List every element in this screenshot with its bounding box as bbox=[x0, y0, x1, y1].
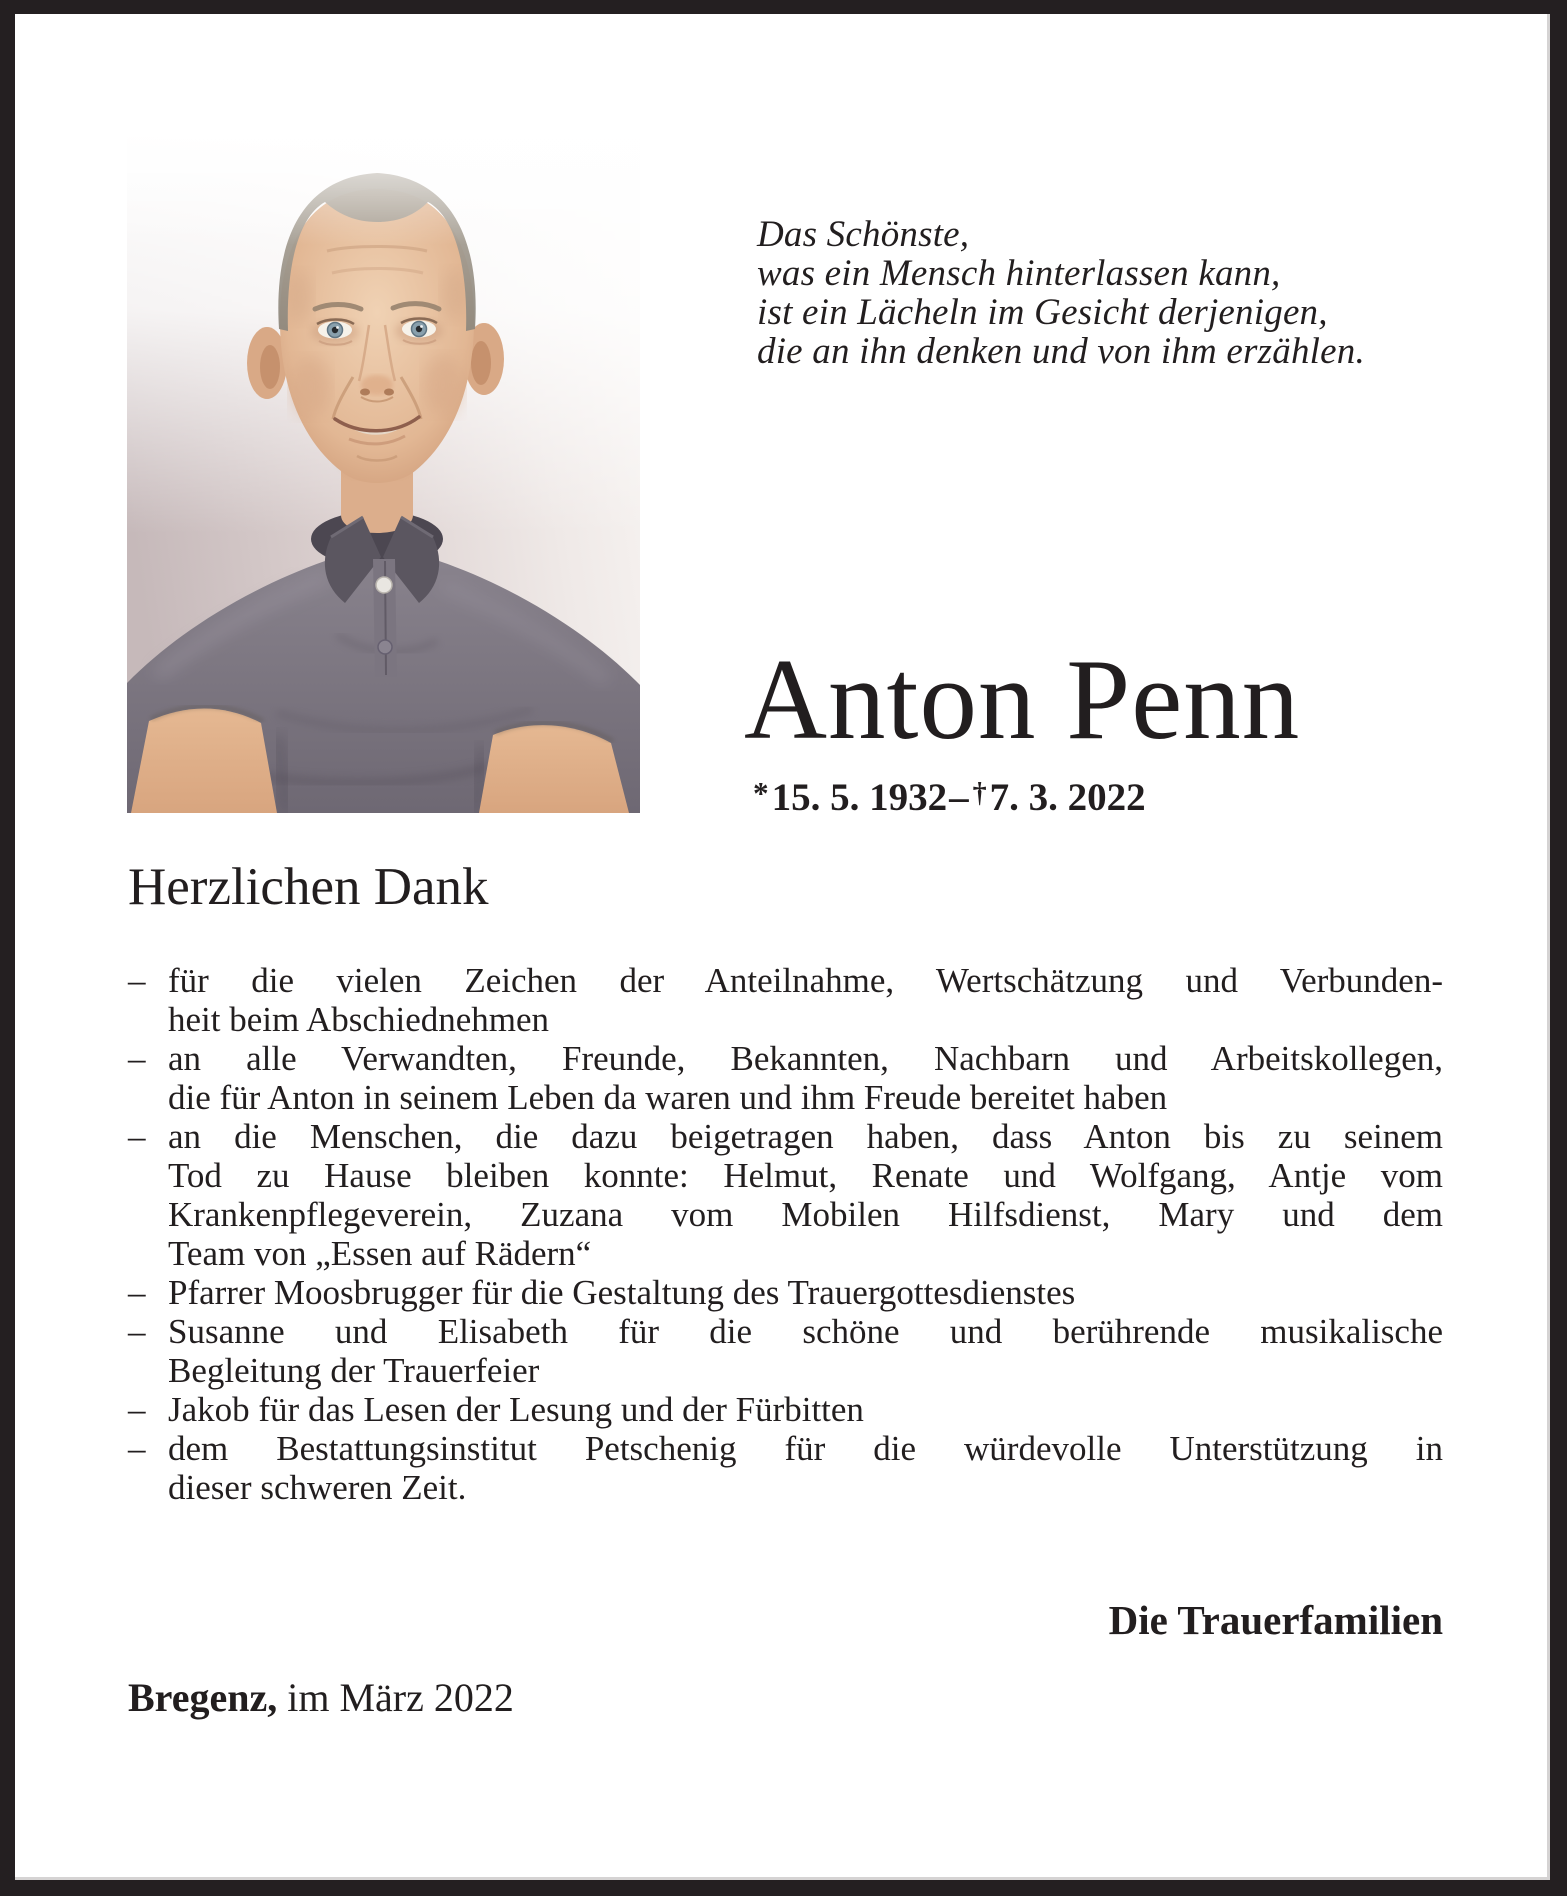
born-star-icon: * bbox=[753, 775, 769, 811]
dash-bullet: – bbox=[128, 1273, 146, 1312]
thanks-heading: Herzlichen Dank bbox=[128, 858, 489, 916]
thanks-list bbox=[128, 961, 1443, 1507]
place-name: Bregenz, bbox=[128, 1675, 278, 1720]
date-text: im März 2022 bbox=[277, 1675, 514, 1720]
list-item: – Jakob für das Lesen der Lesung und der Fürbitten bbox=[128, 1390, 864, 1429]
list-item: – Susanne und Elisabeth für die schöne und berührende musikalische Begleitung der Trauerfeier bbox=[128, 1312, 1443, 1390]
dash-bullet: – bbox=[128, 1039, 146, 1078]
dash-bullet: – bbox=[128, 1429, 146, 1468]
list-item: – für die vielen Zeichen der Anteilnahme, Wertschätzung und Verbunden- heit beim Abschiednehmen bbox=[128, 961, 1443, 1039]
dash-bullet: – bbox=[128, 1390, 146, 1429]
list-item: – an die Menschen, die dazu beigetragen haben, dass Anton bis zu seinem Tod zu Hause bleiben konnte: Helmut, Renate und Wolfgang, Antje vom Krankenpflegeverein, Zuzana vom Mobilen Hilfsdienst, Mary und dem Team von „Essen auf Rädern“ bbox=[128, 1117, 1443, 1273]
polo-button bbox=[376, 577, 392, 593]
death-date: 7. 3. 2022 bbox=[989, 776, 1146, 819]
list-item: – dem Bestattungsinstitut Petschenig für die würdevolle Unterstützung in dieser schweren Zeit. bbox=[128, 1429, 1443, 1507]
memorial-quote: Das Schönste, was ein Mensch hinterlassen kann, ist ein Lächeln im Gesicht derjenigen, die an ihn denken und von ihm erzählen. bbox=[757, 214, 1365, 372]
dash-bullet: – bbox=[128, 961, 146, 1000]
life-dates bbox=[753, 775, 1146, 819]
list-item: – Pfarrer Moosbrugger für die Gestaltung des Trauergottesdienstes bbox=[128, 1273, 1076, 1312]
deceased-name: Anton Penn bbox=[744, 636, 1301, 763]
place-date bbox=[128, 1675, 514, 1720]
dash-bullet: – bbox=[128, 1117, 146, 1156]
died-dagger-icon: † bbox=[972, 777, 987, 809]
portrait-photo bbox=[127, 115, 640, 813]
list-item: – an alle Verwandten, Freunde, Bekannten, Nachbarn und Arbeitskollegen, die für Anton in seinem Leben da waren und ihm Freude bereitet haben bbox=[128, 1039, 1443, 1117]
dates-separator: – bbox=[949, 776, 969, 819]
signature: Die Trauerfamilien bbox=[1108, 1597, 1443, 1643]
dash-bullet: – bbox=[128, 1312, 146, 1351]
photo-top-fade bbox=[127, 115, 640, 245]
birth-date: 15. 5. 1932 bbox=[771, 776, 948, 819]
